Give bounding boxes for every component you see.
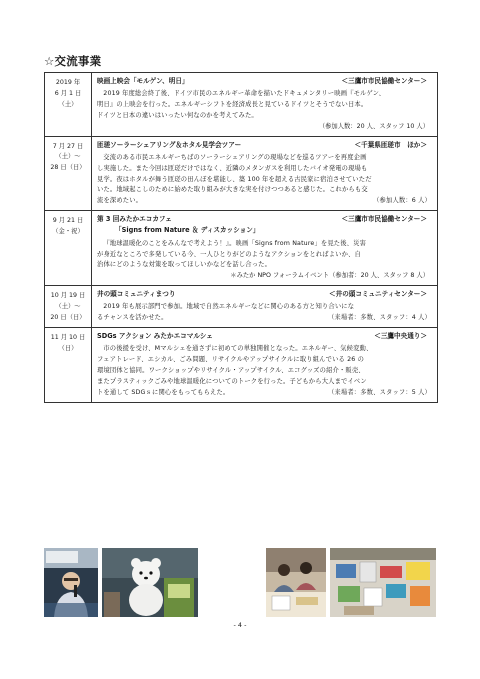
event-title-row: [97, 289, 431, 300]
event-title-row: [97, 140, 431, 151]
description-line: またプラスティックごみや地球温暖化についてのトークを行った。子どもから大人までイベン: [97, 377, 367, 385]
event-stats: （来場者：多数、スタッフ：4 人）: [327, 314, 431, 322]
event-date: [45, 73, 92, 137]
description-line: 環境団体と協同。ワークショップやリサイクル・アップサイクル、エコグッズの紹介・販売、: [97, 367, 365, 375]
event-organizer: ＜三鷹市市民協働センター＞: [341, 77, 427, 85]
event-title-row: [97, 331, 431, 342]
event-body: [92, 73, 438, 137]
section-heading: ☆交流事業: [44, 54, 102, 68]
description-last-line: [97, 196, 431, 207]
event-subtitle: 「Signs from Nature ＆ ディスカッション」: [115, 226, 260, 235]
event-row: [45, 286, 438, 328]
event-body: [92, 328, 438, 402]
event-organizer: ＜三鷹市市民協働センター＞: [341, 215, 427, 224]
description-line: ドイツと日本の違いはいったい何なのかを考えてみた。: [97, 111, 258, 119]
event-body: [92, 286, 438, 328]
event-date-line: （金・祝）: [52, 227, 84, 235]
description-line: 交流のある市民エネルギーちばのソーラーシェアリングの現場などを巡るツアーを再度企画: [103, 153, 367, 161]
event-date-line: 6 月 1 日: [54, 89, 82, 97]
description-line: が身近なところで多発している今、一人ひとりがどのようなアクションをとればよいか、自: [97, 250, 361, 258]
event-date-line: （土）: [58, 100, 78, 108]
description-line: フェアトレード、エシカル、ごみ問題、リサイクルやアップサイクルに取り組んでいる 26 の: [97, 356, 365, 364]
description-line: 治体にどのような対策を取ってほしいかなどを話し合った。: [97, 261, 272, 269]
event-description: [97, 153, 431, 207]
photo-display-table: [330, 548, 436, 617]
event-date-line: 20 日（日）: [50, 313, 86, 321]
event-description: [97, 89, 431, 121]
description-line: 『地球温暖化のことをみんなで考えよう！』。映画「Signs from Nature」を見た後、災害: [103, 239, 367, 247]
event-title: 第 3 回みたかエコカフェ: [97, 215, 172, 224]
event-description: [97, 239, 431, 271]
event-organizer: ＜千葉県匝瑳市 ほか＞: [354, 140, 427, 149]
event-title-row: [97, 214, 431, 225]
event-date-line: （土）～: [55, 153, 81, 161]
event-date-line: 10 月 19 日: [50, 292, 86, 300]
event-description: [97, 344, 431, 398]
event-title: 井の頭コミュニティまつり: [97, 290, 176, 299]
event-row: [45, 211, 438, 286]
photo-speaker: [44, 548, 98, 617]
description-line: いた。地域起こしのために始めた取り組みが大きな実を付けつつあると感じた。これからも交: [97, 186, 368, 194]
event-organizer: ＜井の頭コミュニティセンター＞: [329, 290, 427, 299]
description-line: 2019 年も展示部門で参加。地域で自然エネルギーなどに関心のある方と知り合いにな: [103, 303, 355, 311]
event-stats: （参加人数：6 人）: [373, 197, 431, 205]
event-row: [45, 136, 438, 210]
event-date: [45, 328, 92, 402]
description-line: 流を深めたい。: [97, 197, 143, 205]
page-number: - 4 -: [233, 621, 247, 629]
event-title: 匝瑳ソーラーシェアリング＆ホタル見学会ツアー: [97, 140, 242, 149]
event-title: 映画上映会「モルゲン、明日」: [97, 77, 189, 85]
event-note: ＊みたか NPO フォーラムイベント（参加者：20 人、スタッフ 8 人）: [230, 272, 429, 280]
event-date-line: 28 日（日）: [50, 164, 86, 172]
description-line: 市の後援を受け、Mマルシェを通さずに初めての単独開催となった。エネルギー、気候変動、: [103, 345, 373, 353]
event-row: [45, 328, 438, 402]
event-body: [92, 211, 438, 286]
event-date: [45, 136, 92, 210]
description-last-line: [97, 313, 431, 324]
event-stats: （来場者：多数、スタッフ：5 人）: [327, 388, 431, 396]
event-body: [92, 136, 438, 210]
description-line: し実施した。また今回は匝瑳だけではなく、近隣のメタンガスを利用したバイオ発電の現場も: [97, 164, 368, 172]
event-date-line: 2019 年: [55, 79, 81, 86]
description-line: 2019 年度総会終了後、ドイツ市民のエネルギー革命を描いたドキュメンタリー映画『モルゲン、: [103, 90, 386, 98]
description-line: トを通して SDGｓに関心をもってもらえた。: [97, 388, 230, 396]
event-date-line: （土）～: [55, 302, 81, 310]
event-stats: （参加人数：20 人、スタッフ 10 人）: [318, 122, 429, 130]
event-title-row: [97, 76, 431, 87]
event-row: [45, 73, 438, 137]
description-line: 見学。夜はホタルが舞う匝瑳の田んぼを堪能し、築 100 年を超える古民家に宿泊させていただ: [97, 175, 372, 183]
event-organizer: ＜三鷹中央通り＞: [374, 332, 427, 341]
event-date-line: 9 月 21 日: [52, 217, 84, 225]
events-table: [44, 72, 438, 403]
event-date-line: 11 月 10 日: [50, 334, 86, 342]
event-description: [97, 302, 431, 324]
event-date-line: （日）: [58, 344, 78, 352]
description-line: るチャンスを活かせた。: [97, 314, 168, 322]
description-line: 明日』の上映会を行った。エネルギーシフトを経済成長と見ているドイツとそうでない日本。: [97, 101, 368, 109]
event-date: [45, 286, 92, 328]
event-date-line: 7 月 27 日: [52, 142, 84, 150]
event-title: SDGs アクション みたかエコマルシェ: [97, 332, 213, 341]
photo-mascot: [102, 548, 198, 617]
description-last-line: [97, 388, 431, 399]
photo-booth: [266, 548, 326, 617]
event-date: [45, 211, 92, 286]
